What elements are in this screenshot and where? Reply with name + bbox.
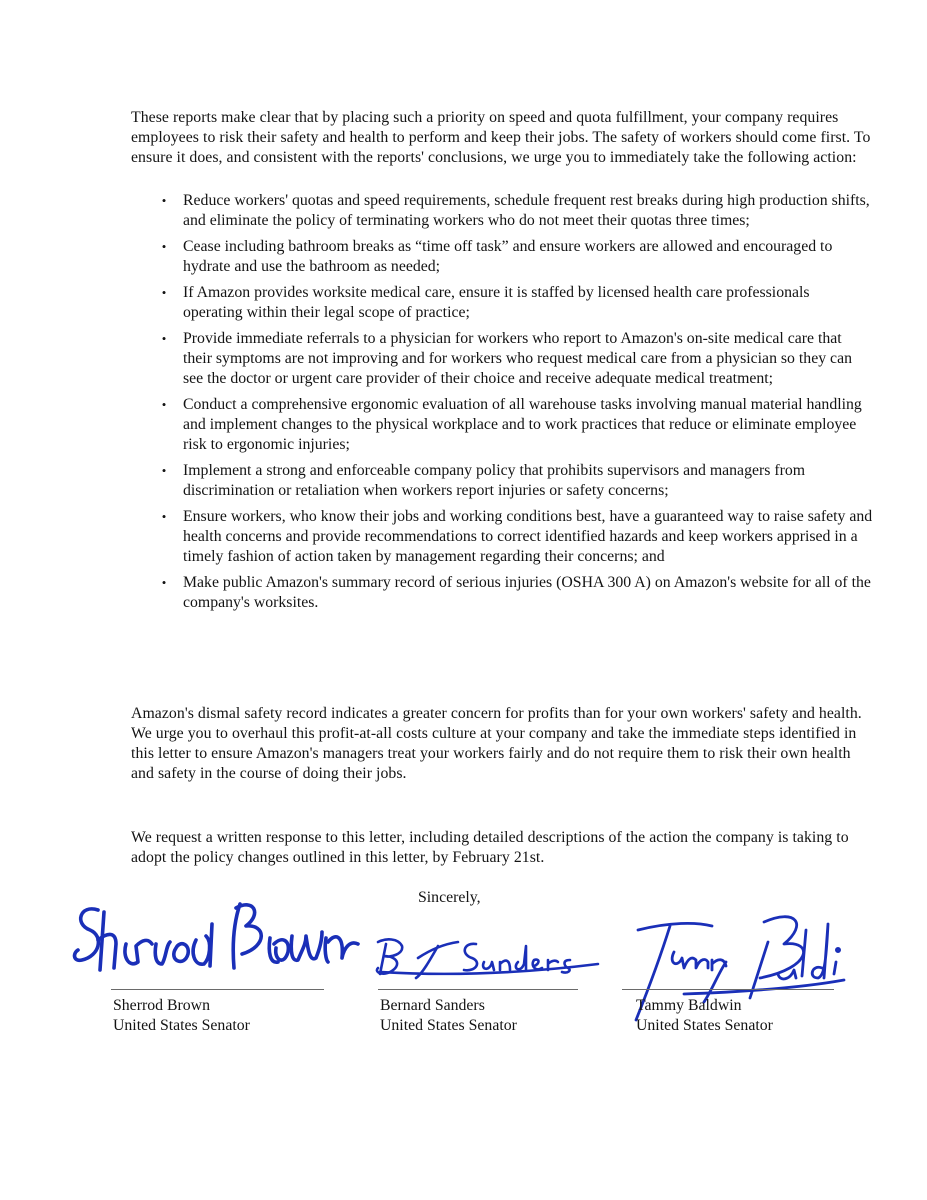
bullet-icon: • [161, 193, 167, 208]
list-item-text: Make public Amazon's summary record of serious injuries (OSHA 300 A) on Amazon's website for all of the company's worksites. [183, 574, 871, 611]
bullet-icon: • [161, 463, 167, 478]
list-item-text: Implement a strong and enforceable company policy that prohibits supervisors and managers from discrimination or retaliation when workers report injuries or safety concerns; [183, 462, 806, 499]
action-list [161, 191, 873, 619]
bullet-icon: • [161, 239, 167, 254]
signatory-title: United States Senator [380, 1017, 517, 1034]
list-item [161, 461, 873, 501]
request-text: We request a written response to this letter, including detailed descriptions of the action the company is taking to adopt the policy changes outlined in this letter, by February 21st. [131, 829, 849, 866]
closing-text: Amazon's dismal safety record indicates a greater concern for profits than for your own workers' safety and health. We urge you to overhaul this profit-at-all costs culture at your company and take the immediate steps identified in this letter to ensure Amazon's managers treat your workers fairly and do not require them to risk their own health and safety in the course of doing their jobs. [131, 705, 862, 782]
list-item-text: Conduct a comprehensive ergonomic evaluation of all warehouse tasks involving manual material handling and implement changes to the physical workplace and to work practices that reduce or eliminate employee risk to ergonomic injuries; [183, 396, 862, 453]
valediction: Sincerely, [418, 889, 481, 906]
signatory-title: United States Senator [636, 1017, 773, 1034]
signature-line-sherrod-brown [111, 989, 324, 990]
list-item-text: Ensure workers, who know their jobs and working conditions best, have a guaranteed way to raise safety and health concerns and provide recommendations to correct identified hazards and keep workers apprised in a timely fashion of action taken by management regarding their concerns; and [183, 508, 873, 565]
intro-paragraph [131, 108, 871, 168]
closing-paragraph [131, 704, 871, 784]
signature-bernard-sanders [368, 928, 608, 988]
request-paragraph [131, 828, 871, 868]
list-item [161, 329, 873, 389]
list-item-text: If Amazon provides worksite medical care, ensure it is staffed by licensed health care professionals operating within their legal scope of practice; [183, 284, 810, 321]
bullet-icon: • [161, 397, 167, 412]
list-item [161, 283, 873, 323]
signature-sherrod-brown [70, 888, 370, 983]
bullet-icon: • [161, 575, 167, 590]
signature-line-tammy-baldwin [622, 989, 834, 990]
intro-text: These reports make clear that by placing such a priority on speed and quota fulfillment, your company requires employees to risk their safety and health to perform and keep their jobs. The safety of workers should come first. To ensure it does, and consistent with the reports' conclusions, we urge you to immediately take the following action: [131, 109, 871, 166]
list-item [161, 237, 873, 277]
list-item-text: Reduce workers' quotas and speed requirements, schedule frequent rest breaks during high production shifts, and eliminate the policy of terminating workers who do not meet their quotas three times; [183, 192, 870, 229]
signatory-name: Sherrod Brown [113, 997, 210, 1014]
list-item [161, 507, 873, 567]
signatory-name: Tammy Baldwin [636, 997, 742, 1014]
signatory-name: Bernard Sanders [380, 997, 485, 1014]
signature-line-bernard-sanders [378, 989, 578, 990]
list-item [161, 191, 873, 231]
signatory-title: United States Senator [113, 1017, 250, 1034]
bullet-icon: • [161, 331, 167, 346]
list-item-text: Cease including bathroom breaks as “time off task” and ensure workers are allowed and encouraged to hydrate and use the bathroom as needed; [183, 238, 833, 275]
list-item [161, 395, 873, 455]
list-item-text: Provide immediate referrals to a physician for workers who report to Amazon's on-site medical care that their symptoms are not improving and for workers who request medical care from a physician so they can see the doctor or urgent care provider of their choice and receive adequate medical treatment; [183, 330, 852, 387]
bullet-icon: • [161, 285, 167, 300]
list-item [161, 573, 873, 613]
bullet-icon: • [161, 509, 167, 524]
